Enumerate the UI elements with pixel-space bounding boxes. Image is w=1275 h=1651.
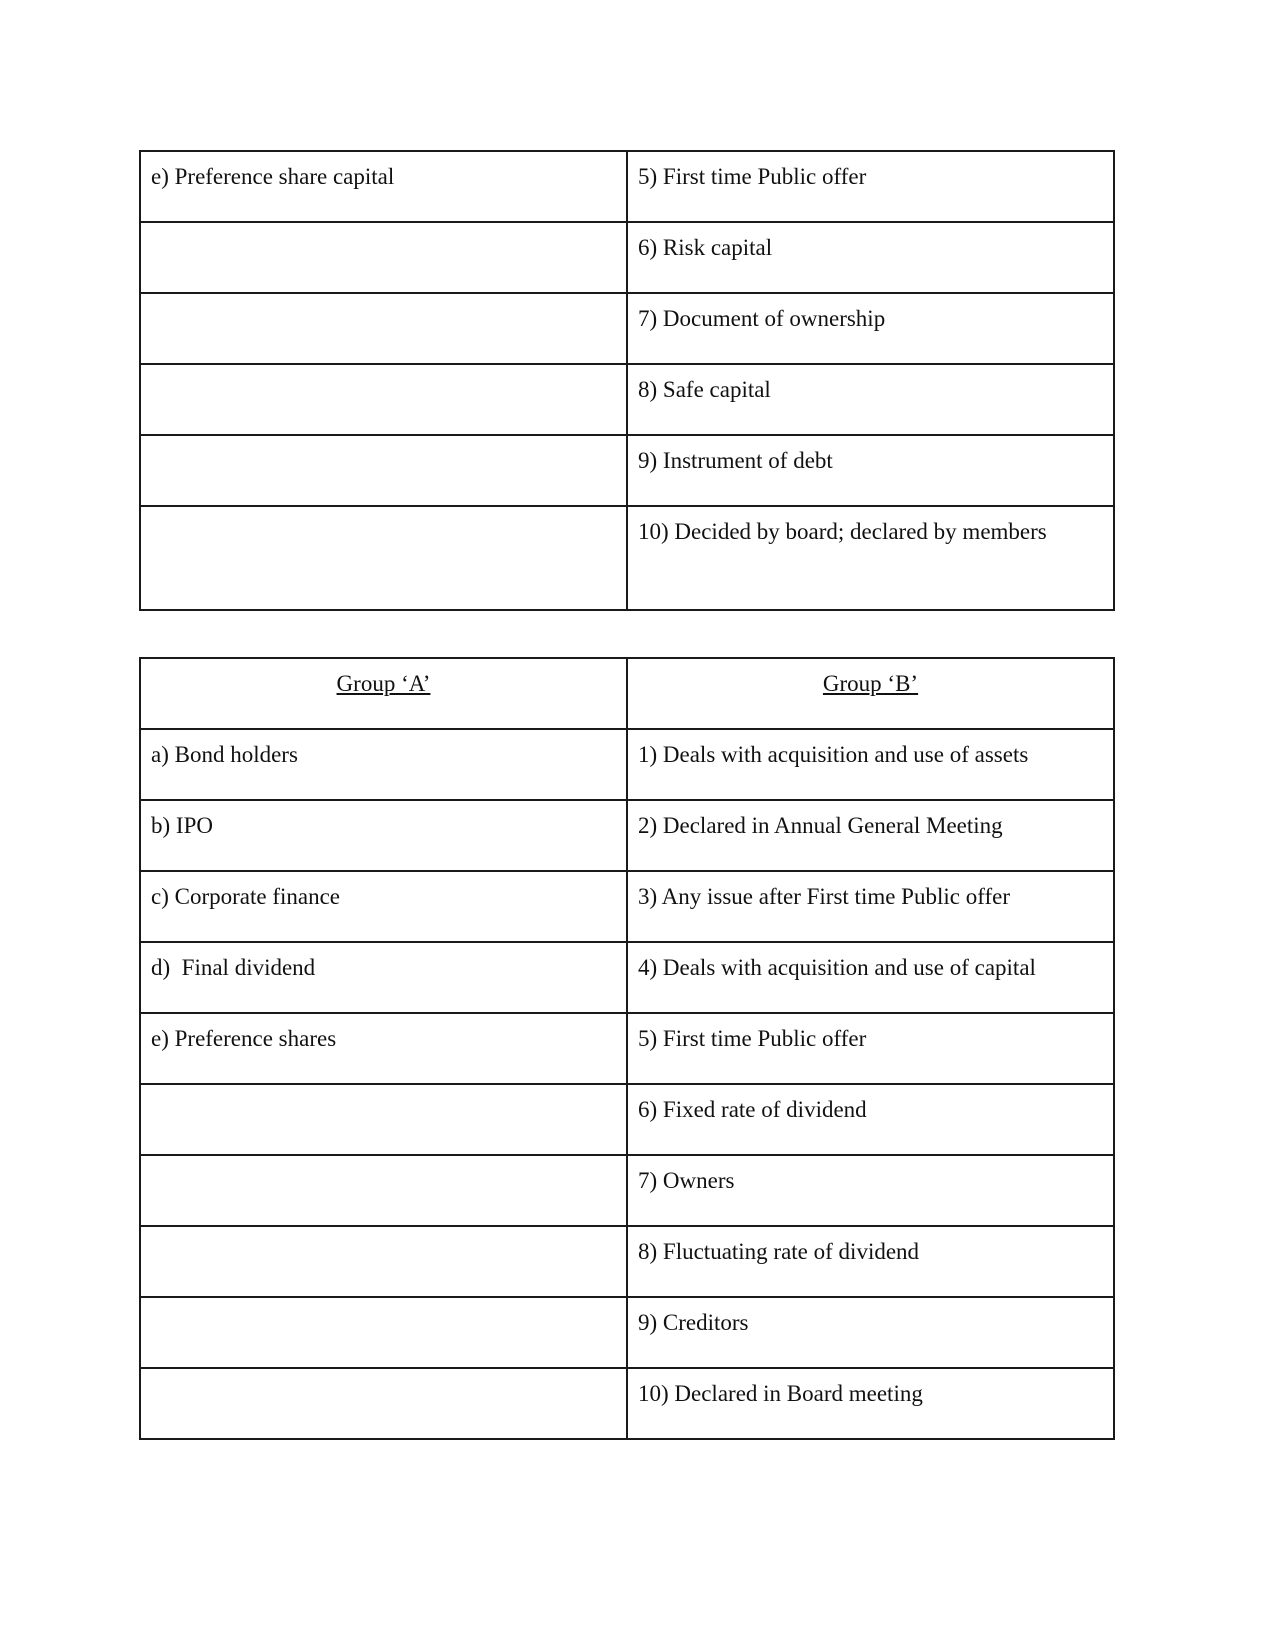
group-a-cell <box>140 1226 627 1297</box>
table-row <box>140 1155 1114 1226</box>
table-row <box>140 364 1114 435</box>
group-b-cell: 7) Owners <box>627 1155 1114 1226</box>
group-b-cell: 7) Document of ownership <box>627 293 1114 364</box>
table-row <box>140 1226 1114 1297</box>
group-b-cell: 2) Declared in Annual General Meeting <box>627 800 1114 871</box>
group-a-cell <box>140 506 627 610</box>
group-a-cell <box>140 293 627 364</box>
group-a-cell <box>140 1368 627 1439</box>
group-a-cell <box>140 1297 627 1368</box>
group-a-cell <box>140 222 627 293</box>
table-row <box>140 222 1114 293</box>
group-b-cell: 6) Risk capital <box>627 222 1114 293</box>
table-row <box>140 1013 1114 1084</box>
table-row <box>140 1368 1114 1439</box>
table-row <box>140 506 1114 610</box>
table-row <box>140 435 1114 506</box>
group-b-header <box>627 658 1114 729</box>
table-header-row <box>140 658 1114 729</box>
group-a-cell <box>140 1084 627 1155</box>
table-row <box>140 1084 1114 1155</box>
match-the-following-table <box>139 657 1115 1440</box>
group-b-cell: 10) Decided by board; declared by members <box>627 506 1114 610</box>
table-row <box>140 1297 1114 1368</box>
group-a-header <box>140 658 627 729</box>
table-row <box>140 151 1114 222</box>
group-a-header-label: Group ‘A’ <box>336 671 431 696</box>
table-row <box>140 293 1114 364</box>
group-b-cell: 8) Fluctuating rate of dividend <box>627 1226 1114 1297</box>
group-b-cell: 10) Declared in Board meeting <box>627 1368 1114 1439</box>
group-a-cell: e) Preference share capital <box>140 151 627 222</box>
group-a-cell <box>140 364 627 435</box>
group-b-cell: 1) Deals with acquisition and use of assets <box>627 729 1114 800</box>
group-b-cell: 5) First time Public offer <box>627 1013 1114 1084</box>
group-b-cell: 9) Creditors <box>627 1297 1114 1368</box>
group-a-cell <box>140 435 627 506</box>
group-a-cell: a) Bond holders <box>140 729 627 800</box>
group-b-cell: 6) Fixed rate of dividend <box>627 1084 1114 1155</box>
group-b-cell: 9) Instrument of debt <box>627 435 1114 506</box>
table-row <box>140 871 1114 942</box>
group-b-cell: 4) Deals with acquisition and use of capital <box>627 942 1114 1013</box>
table-row <box>140 800 1114 871</box>
group-b-cell: 8) Safe capital <box>627 364 1114 435</box>
group-a-cell: e) Preference shares <box>140 1013 627 1084</box>
group-a-cell: c) Corporate finance <box>140 871 627 942</box>
group-b-header-label: Group ‘B’ <box>822 671 919 696</box>
table-row <box>140 942 1114 1013</box>
group-b-cell: 3) Any issue after First time Public offer <box>627 871 1114 942</box>
group-a-cell: b) IPO <box>140 800 627 871</box>
match-table-continued <box>139 150 1115 611</box>
table-row <box>140 729 1114 800</box>
group-a-cell <box>140 1155 627 1226</box>
group-b-cell: 5) First time Public offer <box>627 151 1114 222</box>
group-a-cell: d) Final dividend <box>140 942 627 1013</box>
